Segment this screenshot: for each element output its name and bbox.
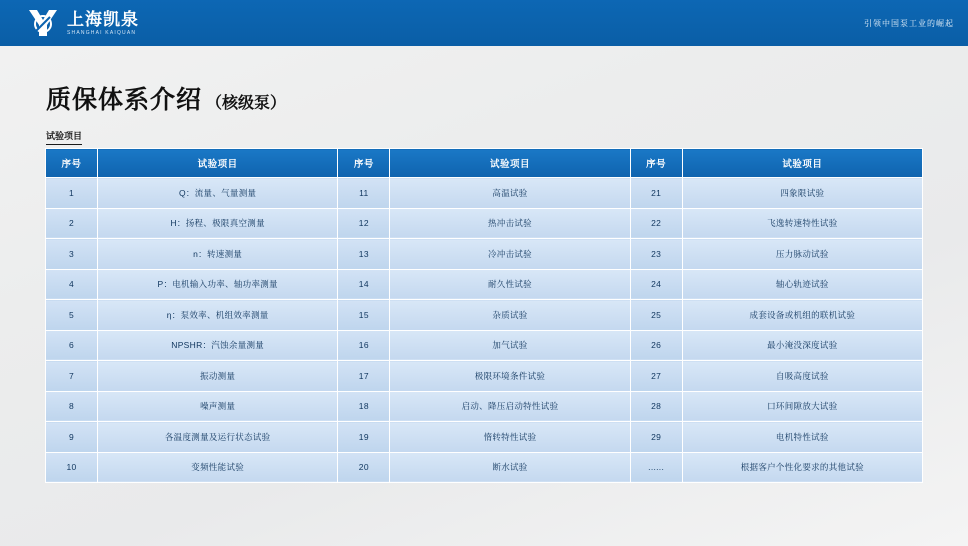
cell-item: 飞逸转速特性试验	[682, 208, 922, 239]
cell-item: 轴心轨迹试验	[682, 269, 922, 300]
cell-no: 2	[46, 208, 98, 239]
cell-item: NPSHR：汽蚀余量测量	[98, 330, 338, 361]
cell-item: 热冲击试验	[390, 208, 630, 239]
cell-no: 9	[46, 422, 98, 453]
cell-no: 21	[630, 178, 682, 209]
column-header-item-2: 试验项目	[390, 149, 630, 178]
cell-no: 17	[338, 361, 390, 392]
section-label: 试验项目	[46, 130, 82, 145]
brand-logo	[26, 6, 139, 40]
cell-item: 启动、降压启动特性试验	[390, 391, 630, 422]
cell-no: ......	[630, 452, 682, 483]
cell-item: 自吸高度试验	[682, 361, 922, 392]
cell-no: 6	[46, 330, 98, 361]
cell-item: 振动测量	[98, 361, 338, 392]
cell-no: 3	[46, 239, 98, 270]
table-row	[46, 239, 923, 270]
cell-no: 14	[338, 269, 390, 300]
cell-no: 13	[338, 239, 390, 270]
cell-no: 12	[338, 208, 390, 239]
cell-item: 压力脉动试验	[682, 239, 922, 270]
cell-no: 16	[338, 330, 390, 361]
cell-no: 11	[338, 178, 390, 209]
cell-no: 23	[630, 239, 682, 270]
cell-item: 根据客户个性化要求的其他试验	[682, 452, 922, 483]
cell-item: P：电机输入功率、轴功率测量	[98, 269, 338, 300]
cell-item: 四象限试验	[682, 178, 922, 209]
cell-item: 噪声测量	[98, 391, 338, 422]
table-row	[46, 330, 923, 361]
cell-item: 冷冲击试验	[390, 239, 630, 270]
cell-item: 极限环境条件试验	[390, 361, 630, 392]
table-row	[46, 269, 923, 300]
header-bar	[0, 0, 968, 46]
table-row	[46, 208, 923, 239]
cell-item: 各温度测量及运行状态试验	[98, 422, 338, 453]
logo-text	[67, 11, 139, 36]
table-row	[46, 391, 923, 422]
cell-item: η：泵效率、机组效率测量	[98, 300, 338, 331]
cell-no: 1	[46, 178, 98, 209]
kaiquan-logo-icon	[26, 7, 60, 39]
table-row	[46, 422, 923, 453]
table-row	[46, 178, 923, 209]
cell-no: 28	[630, 391, 682, 422]
cell-no: 4	[46, 269, 98, 300]
cell-no: 22	[630, 208, 682, 239]
table-row	[46, 300, 923, 331]
cell-no: 29	[630, 422, 682, 453]
cell-item: 杂质试验	[390, 300, 630, 331]
table-row	[46, 452, 923, 483]
table-header-row	[46, 149, 923, 178]
table-row	[46, 361, 923, 392]
column-header-no-2: 序号	[338, 149, 390, 178]
column-header-item-1: 试验项目	[98, 149, 338, 178]
cell-no: 20	[338, 452, 390, 483]
cell-no: 15	[338, 300, 390, 331]
test-items-table	[45, 148, 923, 483]
column-header-item-3: 试验项目	[682, 149, 922, 178]
cell-item: 惰转特性试验	[390, 422, 630, 453]
cell-item: H：扬程、极限真空测量	[98, 208, 338, 239]
cell-no: 7	[46, 361, 98, 392]
cell-no: 10	[46, 452, 98, 483]
cell-item: 高温试验	[390, 178, 630, 209]
cell-no: 19	[338, 422, 390, 453]
cell-no: 26	[630, 330, 682, 361]
cell-item: 断水试验	[390, 452, 630, 483]
cell-no: 25	[630, 300, 682, 331]
cell-no: 24	[630, 269, 682, 300]
column-header-no-3: 序号	[630, 149, 682, 178]
cell-item: n：转速测量	[98, 239, 338, 270]
cell-item: 电机特性试验	[682, 422, 922, 453]
cell-item: 成套设备或机组的联机试验	[682, 300, 922, 331]
page-title-sub: （核级泵）	[206, 95, 287, 112]
column-header-no-1: 序号	[46, 149, 98, 178]
cell-item: 耐久性试验	[390, 269, 630, 300]
cell-no: 5	[46, 300, 98, 331]
cell-no: 18	[338, 391, 390, 422]
cell-item: 变频性能试验	[98, 452, 338, 483]
cell-item: 口环间隙放大试验	[682, 391, 922, 422]
cell-no: 27	[630, 361, 682, 392]
cell-item: Q：流量、气量测量	[98, 178, 338, 209]
header-slogan: 引领中国泵工业的崛起	[864, 18, 954, 28]
logo-chinese-name: 上海凯泉	[67, 9, 139, 29]
logo-english-name: SHANGHAI KAIQUAN	[67, 29, 137, 36]
cell-item: 加气试验	[390, 330, 630, 361]
page-title-main: 质保体系介绍	[46, 86, 203, 114]
page-title	[46, 80, 286, 116]
test-items-table-wrap	[45, 148, 923, 483]
cell-item: 最小淹没深度试验	[682, 330, 922, 361]
cell-no: 8	[46, 391, 98, 422]
